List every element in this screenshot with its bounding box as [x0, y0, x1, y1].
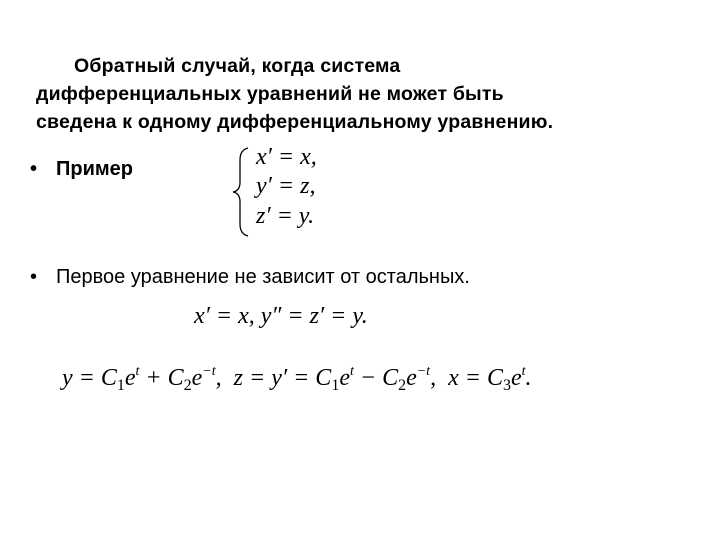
system-equation-3: z′ = y.	[256, 203, 315, 229]
bullet-first-equation	[30, 266, 470, 289]
heading-line-2: дифференциальных уравнений не может быть	[36, 83, 504, 105]
system-brace	[228, 146, 252, 238]
slide-heading	[36, 52, 716, 136]
example-label: Пример	[56, 158, 134, 180]
heading-line-3: сведена к одному дифференциальному уравнению.	[36, 111, 554, 133]
bullet-glyph: •	[30, 266, 38, 288]
general-solution: $y = C_1e^t + C_2e^{-t}$, $z = y' = C_1e^t - C_2e^{-t}$, $x = C_3e^t$.	[62, 364, 532, 394]
derived-equations: x′ = x, y″ = z′ = y.	[194, 303, 368, 329]
heading-line-1: Обратный случай, когда система	[74, 55, 401, 77]
first-equation-note: Первое уравнение не зависит от остальных.	[56, 266, 470, 288]
system-equation-2: y′ = z,	[256, 173, 316, 199]
system-equation-1: x′ = x,	[256, 144, 317, 170]
bullet-example	[30, 158, 133, 181]
bullet-glyph: •	[30, 158, 38, 180]
